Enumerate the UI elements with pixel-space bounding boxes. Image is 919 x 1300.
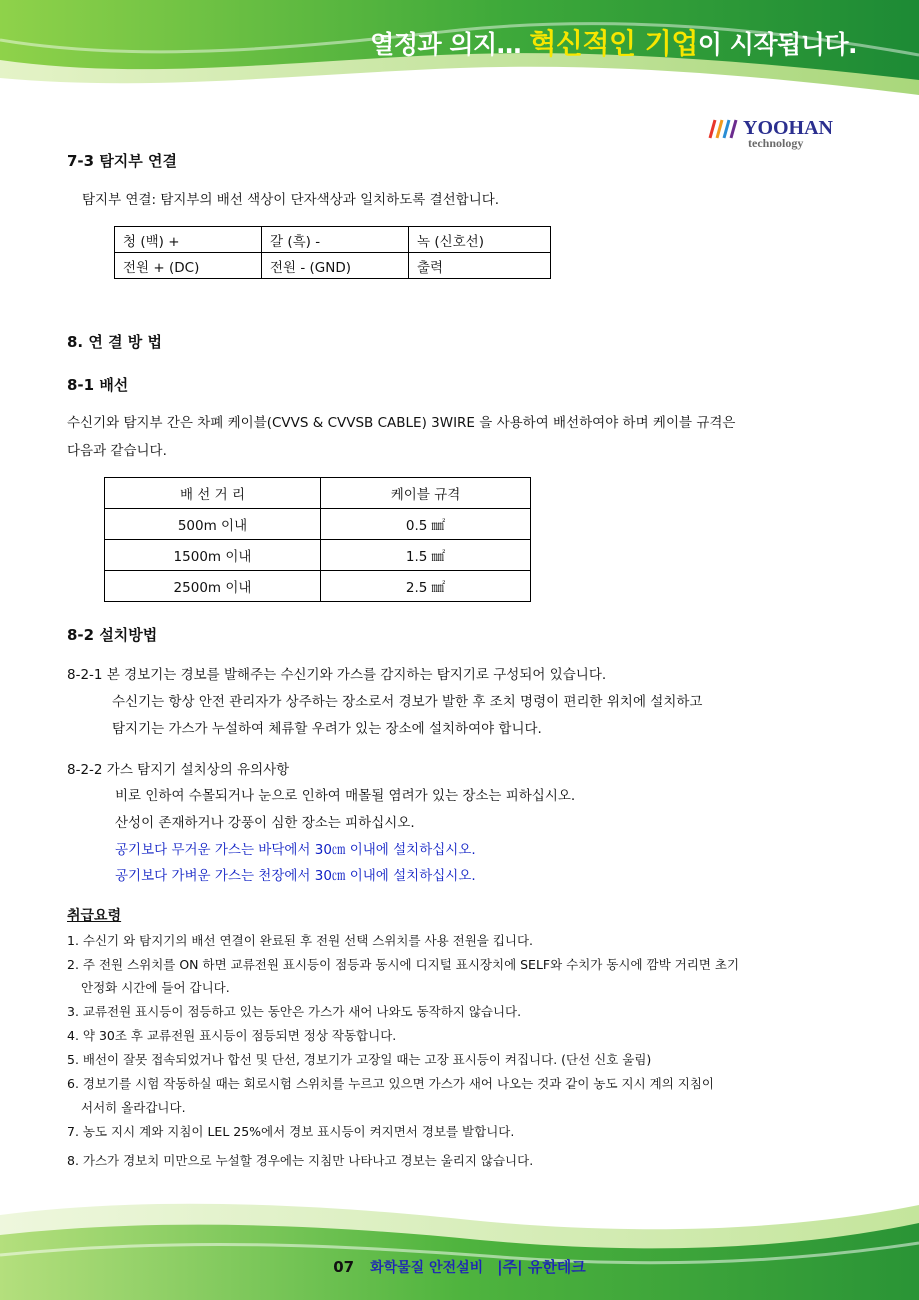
header-slogan: [370, 22, 857, 62]
section-7-3-title: 7-3 탐지부 연결: [67, 152, 177, 170]
handling-item: 4. 약 30조 후 교류전원 표시등이 점등되면 정상 작동합니다.: [67, 1028, 397, 1043]
table-cell: 녹 (신호선): [409, 227, 551, 253]
section-8-1-desc-line2: 다음과 같습니다.: [67, 443, 167, 459]
wiring-color-table: [114, 226, 551, 279]
logo-name: YOOHAN: [743, 117, 833, 139]
footer-text: [0, 1256, 919, 1277]
handling-item: 3. 교류전원 표시등이 점등하고 있는 동안은 가스가 새어 나와도 동작하지 않습니다.: [67, 1004, 522, 1019]
caution-item-highlight: 공기보다 무거운 가스는 바닥에서 30㎝ 이내에 설치하십시오.: [115, 842, 476, 858]
footer-company: |주| 유한테크: [497, 1258, 586, 1276]
footer-banner: [0, 1195, 919, 1300]
table-cell: 청 (백) +: [115, 227, 262, 253]
table-row: [115, 253, 551, 279]
table-header-row: [105, 478, 531, 509]
table-cell: 2500m 이내: [105, 571, 321, 602]
logo-stripes-icon: [710, 120, 736, 138]
handling-item: 8. 가스가 경보치 미만으로 누설할 경우에는 지침만 나타나고 경보는 울리지 않습니다.: [67, 1153, 534, 1168]
caution-item: 비로 인하여 수몰되거나 눈으로 인하여 매몰될 염려가 있는 장소는 피하십시오.: [115, 788, 576, 804]
caution-item-highlight: 공기보다 가벼운 가스는 천장에서 30㎝ 이내에 설치하십시오.: [115, 868, 476, 884]
section-8-2-1-line3: 탐지기는 가스가 누설하여 체류할 우려가 있는 장소에 설치하여야 합니다.: [112, 721, 542, 737]
table-row: [105, 540, 531, 571]
caution-item: 산성이 존재하거나 강풍이 심한 장소는 피하십시오.: [115, 815, 415, 831]
table-cell: 1.5 ㎟: [321, 540, 531, 571]
handling-item: 2. 주 전원 스위치를 ON 하면 교류전원 표시등이 점등과 동시에 디지털 표시장치에 SELF와 수치가 동시에 깜박 거리면 초기: [67, 957, 740, 972]
table-cell: 500m 이내: [105, 509, 321, 540]
table-row: [105, 571, 531, 602]
handling-item: 5. 배선이 잘못 접속되었거나 합선 및 단선, 경보기가 고장일 때는 고장 표시등이 켜집니다. (단선 신호 울림): [67, 1052, 652, 1067]
slogan-suffix: 이 시작됩니다.: [697, 30, 857, 59]
table-cell: 0.5 ㎟: [321, 509, 531, 540]
handling-item: 7. 농도 지시 계와 지침이 LEL 25%에서 경보 표시등이 켜지면서 경보를 발합니다.: [67, 1124, 515, 1139]
cable-spec-table: [104, 477, 531, 602]
handling-title: 취급요령: [67, 908, 122, 924]
table-cell: 1500m 이내: [105, 540, 321, 571]
section-8-2-2-title: 8-2-2 가스 탐지기 설치상의 유의사항: [67, 762, 290, 778]
table-cell: 출력: [409, 253, 551, 279]
yoohan-logo: [706, 112, 856, 152]
table-cell: 2.5 ㎟: [321, 571, 531, 602]
handling-item-cont: 안정화 시간에 들어 갑니다.: [81, 980, 230, 995]
logo-sub: technology: [748, 136, 804, 150]
table-row: [105, 509, 531, 540]
table-header-cell: 배 선 거 리: [105, 478, 321, 509]
handling-item: 6. 경보기를 시험 작동하실 때는 회로시험 스위치를 누르고 있으면 가스가 새어 나오는 것과 같이 농도 지시 계의 지침이: [67, 1076, 715, 1091]
slogan-highlight: 혁신적인 기업: [529, 27, 698, 60]
footer-category: 화학물질 안전설비: [370, 1260, 484, 1276]
section-8-title: 8. 연 결 방 법: [67, 333, 162, 351]
table-cell: 전원 - (GND): [262, 253, 409, 279]
handling-item: 1. 수신기 와 탐지기의 배선 연결이 완료된 후 전원 선택 스위치를 사용 전원을 킵니다.: [67, 933, 534, 948]
table-row: [115, 227, 551, 253]
page-number: 07: [333, 1258, 355, 1276]
section-7-3-desc: 탐지부 연결: 탐지부의 배선 색상이 단자색상과 일치하도록 결선합니다.: [82, 192, 500, 208]
section-8-2-1-line2: 수신기는 항상 안전 관리자가 상주하는 장소로서 경보가 발한 후 조치 명령이 편리한 위치에 설치하고: [112, 694, 703, 710]
section-8-1-desc-line1: 수신기와 탐지부 간은 차폐 케이블(CVVS & CVVSB CABLE) 3WIRE 을 사용하여 배선하여야 하며 케이블 규격은: [67, 415, 736, 431]
handling-item-cont: 서서히 올라갑니다.: [81, 1100, 186, 1115]
table-header-cell: 케이블 규격: [321, 478, 531, 509]
table-cell: 전원 + (DC): [115, 253, 262, 279]
section-8-2-title: 8-2 설치방법: [67, 626, 158, 644]
table-cell: 갈 (흑) -: [262, 227, 409, 253]
section-8-1-title: 8-1 배선: [67, 376, 129, 394]
slogan-prefix: 열정과 의지…: [370, 30, 530, 59]
section-8-2-1-line1: 8-2-1 본 경보기는 경보를 발해주는 수신기와 가스를 감지하는 탐지기로 구성되어 있습니다.: [67, 667, 607, 683]
